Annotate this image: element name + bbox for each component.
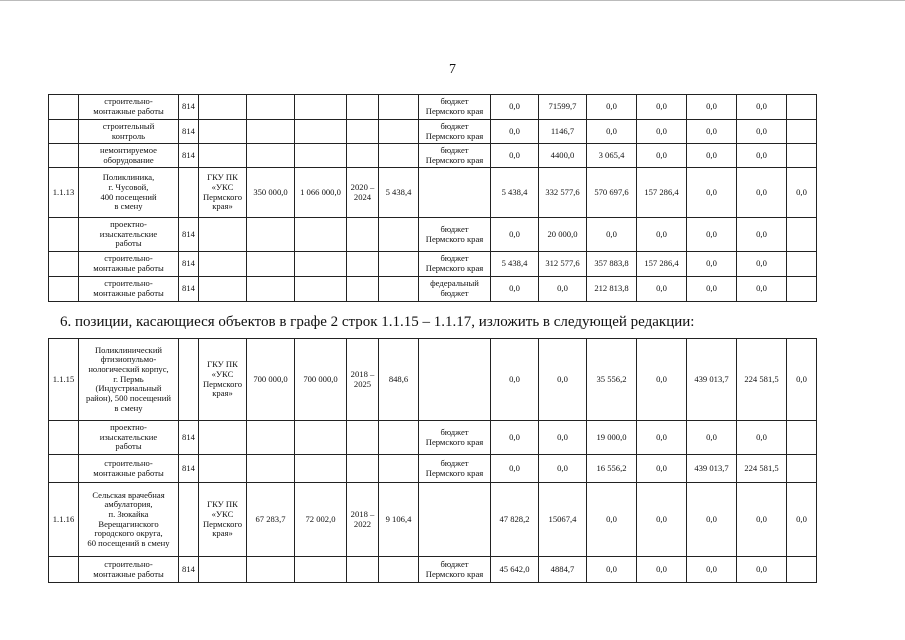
table-cell: 35 556,2 xyxy=(587,339,637,421)
table-cell: 19 000,0 xyxy=(587,421,637,455)
table-cell: 0,0 xyxy=(539,455,587,483)
table-cell: 0,0 xyxy=(737,95,787,120)
table-cell: 2020 – 2024 xyxy=(347,168,379,218)
table-cell: 332 577,6 xyxy=(539,168,587,218)
table-row xyxy=(49,277,817,302)
table-cell: проектно- изыскательские работы xyxy=(79,421,179,455)
table-cell: 357 883,8 xyxy=(587,252,637,277)
table-cell: 0,0 xyxy=(491,277,539,302)
table-cell xyxy=(49,252,79,277)
table-cell: 312 577,6 xyxy=(539,252,587,277)
table-cell xyxy=(419,483,491,557)
table-cell: Поликлиника, г. Чусовой, 400 посещений в смену xyxy=(79,168,179,218)
table-cell xyxy=(49,95,79,120)
table-cell: 0,0 xyxy=(737,421,787,455)
table-cell: 0,0 xyxy=(687,277,737,302)
table-cell xyxy=(199,144,247,168)
table-cell: проектно- изыскательские работы xyxy=(79,218,179,252)
table-cell: 439 013,7 xyxy=(687,455,737,483)
table-cell xyxy=(379,455,419,483)
table-cell xyxy=(199,455,247,483)
table-cell: 814 xyxy=(179,557,199,583)
table-cell xyxy=(49,421,79,455)
table-cell: ГКУ ПК «УКС Пермского края» xyxy=(199,339,247,421)
table-cell: 9 106,4 xyxy=(379,483,419,557)
table-cell xyxy=(787,252,817,277)
table-row xyxy=(49,421,817,455)
table-cell: 0,0 xyxy=(787,168,817,218)
table-cell: бюджет Пермского края xyxy=(419,455,491,483)
table-cell: 814 xyxy=(179,218,199,252)
table-cell xyxy=(379,144,419,168)
table-cell xyxy=(347,421,379,455)
table-cell: 2018 – 2022 xyxy=(347,483,379,557)
table-cell: 700 000,0 xyxy=(295,339,347,421)
table-cell xyxy=(199,252,247,277)
table-cell: 1.1.15 xyxy=(49,339,79,421)
table-cell xyxy=(49,144,79,168)
table-cell xyxy=(199,277,247,302)
table-cell xyxy=(347,557,379,583)
table-cell xyxy=(49,277,79,302)
table-cell xyxy=(419,168,491,218)
table-cell: бюджет Пермского края xyxy=(419,557,491,583)
table-cell: 0,0 xyxy=(539,421,587,455)
table-cell xyxy=(787,277,817,302)
table-cell: 848,6 xyxy=(379,339,419,421)
table-cell xyxy=(49,120,79,144)
table-cell: 0,0 xyxy=(491,95,539,120)
table-cell: строительно- монтажные работы xyxy=(79,95,179,120)
table-cell: 814 xyxy=(179,421,199,455)
table-cell: 0,0 xyxy=(737,120,787,144)
table-cell: 814 xyxy=(179,144,199,168)
table-row xyxy=(49,120,817,144)
table-row xyxy=(49,144,817,168)
table-cell: 1.1.16 xyxy=(49,483,79,557)
table-cell xyxy=(295,120,347,144)
table-cell: 0,0 xyxy=(687,421,737,455)
table-cell: бюджет Пермского края xyxy=(419,144,491,168)
table-cell: 0,0 xyxy=(637,483,687,557)
table-cell: 0,0 xyxy=(637,218,687,252)
table-cell xyxy=(247,421,295,455)
table-cell: 5 438,4 xyxy=(491,252,539,277)
budget-table-2 xyxy=(48,338,817,583)
table-cell: 0,0 xyxy=(637,557,687,583)
table-cell xyxy=(787,95,817,120)
table-cell: 0,0 xyxy=(737,252,787,277)
table-cell: 814 xyxy=(179,120,199,144)
table-cell xyxy=(379,95,419,120)
table-cell: 0,0 xyxy=(687,120,737,144)
table-cell: 3 065,4 xyxy=(587,144,637,168)
table-cell: Поликлинический фтизиопульмо- нологический корпус, г. Пермь (Индустриальный район), 500 посещений в смену xyxy=(79,339,179,421)
table-cell xyxy=(199,218,247,252)
table-cell: 0,0 xyxy=(637,277,687,302)
table-cell: 71599,7 xyxy=(539,95,587,120)
table-cell: строительный контроль xyxy=(79,120,179,144)
table-cell: 0,0 xyxy=(491,218,539,252)
table-cell: 0,0 xyxy=(587,95,637,120)
table-cell xyxy=(379,421,419,455)
table-cell: 0,0 xyxy=(637,95,687,120)
table-cell xyxy=(199,421,247,455)
table-cell xyxy=(787,120,817,144)
table-cell: 157 286,4 xyxy=(637,252,687,277)
table-cell: 4884,7 xyxy=(539,557,587,583)
budget-table-1 xyxy=(48,94,817,302)
table-cell xyxy=(295,95,347,120)
table-cell: 16 556,2 xyxy=(587,455,637,483)
table-cell xyxy=(379,277,419,302)
table-cell: 212 813,8 xyxy=(587,277,637,302)
table-row xyxy=(49,557,817,583)
table-cell xyxy=(49,218,79,252)
table-cell: бюджет Пермского края xyxy=(419,421,491,455)
table-cell: строительно- монтажные работы xyxy=(79,557,179,583)
table-cell xyxy=(179,483,199,557)
table-cell: 157 286,4 xyxy=(637,168,687,218)
table-row xyxy=(49,455,817,483)
page-number: 7 xyxy=(449,62,456,77)
table-cell xyxy=(787,421,817,455)
table-cell: 0,0 xyxy=(737,218,787,252)
table-cell: 0,0 xyxy=(737,144,787,168)
table-cell xyxy=(199,95,247,120)
table-cell xyxy=(347,455,379,483)
table-cell xyxy=(347,144,379,168)
table-cell: 0,0 xyxy=(587,557,637,583)
table-cell: 0,0 xyxy=(737,168,787,218)
table-cell xyxy=(179,339,199,421)
table-cell: 0,0 xyxy=(491,144,539,168)
table-cell: ГКУ ПК «УКС Пермского края» xyxy=(199,483,247,557)
table-cell: бюджет Пермского края xyxy=(419,95,491,120)
table-row xyxy=(49,95,817,120)
section-heading: 6. позиции, касающиеся объектов в графе 2 строк 1.1.15 – 1.1.17, изложить в следующей редакции: xyxy=(60,314,695,330)
table-cell: Сельская врачебная амбулатория, п. Зюкайка Верещагинского городского округа, 60 посещений в смену xyxy=(79,483,179,557)
table-cell: 1146,7 xyxy=(539,120,587,144)
table-cell: строительно- монтажные работы xyxy=(79,277,179,302)
table-cell: 0,0 xyxy=(787,339,817,421)
table-cell xyxy=(199,120,247,144)
table-cell: 1.1.13 xyxy=(49,168,79,218)
table-cell: 224 581,5 xyxy=(737,339,787,421)
table-cell: 0,0 xyxy=(687,483,737,557)
table-row xyxy=(49,168,817,218)
table-cell: 0,0 xyxy=(587,218,637,252)
table-row xyxy=(49,483,817,557)
table-cell: 0,0 xyxy=(637,455,687,483)
table-cell: 4400,0 xyxy=(539,144,587,168)
table-cell: 47 828,2 xyxy=(491,483,539,557)
table-cell xyxy=(347,218,379,252)
table-cell: 814 xyxy=(179,455,199,483)
table-cell: 439 013,7 xyxy=(687,339,737,421)
table-cell: 0,0 xyxy=(637,144,687,168)
table-cell: 0,0 xyxy=(737,277,787,302)
table-cell: 0,0 xyxy=(737,483,787,557)
table-cell: бюджет Пермского края xyxy=(419,218,491,252)
table-cell: 67 283,7 xyxy=(247,483,295,557)
table-cell xyxy=(347,95,379,120)
table-cell: 814 xyxy=(179,252,199,277)
table-cell: 570 697,6 xyxy=(587,168,637,218)
table-cell: строительно- монтажные работы xyxy=(79,252,179,277)
table-cell: ГКУ ПК «УКС Пермского края» xyxy=(199,168,247,218)
table-cell: 0,0 xyxy=(491,455,539,483)
table-cell: 224 581,5 xyxy=(737,455,787,483)
table-cell xyxy=(347,277,379,302)
table-cell: 1 066 000,0 xyxy=(295,168,347,218)
table-cell: 814 xyxy=(179,95,199,120)
table-cell xyxy=(347,252,379,277)
table-cell: 0,0 xyxy=(687,252,737,277)
table-cell: 0,0 xyxy=(687,168,737,218)
table-cell xyxy=(379,120,419,144)
table-cell xyxy=(379,218,419,252)
table-cell: 814 xyxy=(179,277,199,302)
table-cell: 0,0 xyxy=(587,120,637,144)
table-cell: немонтируемое оборудование xyxy=(79,144,179,168)
table-cell: 0,0 xyxy=(637,120,687,144)
table-cell: 2018 – 2025 xyxy=(347,339,379,421)
table-cell: федеральный бюджет xyxy=(419,277,491,302)
table-cell xyxy=(49,557,79,583)
table-cell: 0,0 xyxy=(539,277,587,302)
table-cell xyxy=(787,218,817,252)
table-cell xyxy=(247,120,295,144)
table-cell xyxy=(787,455,817,483)
table-cell xyxy=(295,557,347,583)
scan-edge xyxy=(0,0,905,1)
table-cell xyxy=(247,218,295,252)
table-cell: 45 642,0 xyxy=(491,557,539,583)
table-cell: 0,0 xyxy=(687,144,737,168)
table-cell: 0,0 xyxy=(687,218,737,252)
table-cell xyxy=(247,144,295,168)
table-cell xyxy=(295,144,347,168)
table-cell: 0,0 xyxy=(737,557,787,583)
table-cell: 0,0 xyxy=(687,95,737,120)
table-cell xyxy=(247,277,295,302)
table-cell xyxy=(295,252,347,277)
table-cell: 0,0 xyxy=(787,483,817,557)
table-cell xyxy=(419,339,491,421)
table-cell: 20 000,0 xyxy=(539,218,587,252)
table-cell: 0,0 xyxy=(587,483,637,557)
table-cell: 350 000,0 xyxy=(247,168,295,218)
table-cell: 5 438,4 xyxy=(379,168,419,218)
table-cell xyxy=(247,557,295,583)
table-row xyxy=(49,218,817,252)
table-cell xyxy=(247,95,295,120)
table-cell: строительно- монтажные работы xyxy=(79,455,179,483)
table-cell xyxy=(379,557,419,583)
table-cell xyxy=(295,218,347,252)
table-cell: 0,0 xyxy=(491,339,539,421)
table-cell xyxy=(295,455,347,483)
table-cell: 700 000,0 xyxy=(247,339,295,421)
table-cell: 0,0 xyxy=(687,557,737,583)
table-row xyxy=(49,252,817,277)
table-cell xyxy=(379,252,419,277)
table-cell xyxy=(787,557,817,583)
table-cell: 5 438,4 xyxy=(491,168,539,218)
table-cell: 0,0 xyxy=(637,421,687,455)
table-cell: 0,0 xyxy=(491,120,539,144)
table-cell: бюджет Пермского края xyxy=(419,120,491,144)
table-cell: 0,0 xyxy=(637,339,687,421)
table-cell xyxy=(179,168,199,218)
table-cell: 0,0 xyxy=(539,339,587,421)
table-cell xyxy=(247,455,295,483)
table-cell: 0,0 xyxy=(491,421,539,455)
table-cell xyxy=(247,252,295,277)
table-cell xyxy=(49,455,79,483)
table-row xyxy=(49,339,817,421)
table-cell: бюджет Пермского края xyxy=(419,252,491,277)
table-cell xyxy=(787,144,817,168)
table-cell xyxy=(295,421,347,455)
table-cell: 15067,4 xyxy=(539,483,587,557)
table-cell: 72 002,0 xyxy=(295,483,347,557)
table-cell xyxy=(199,557,247,583)
table-cell xyxy=(295,277,347,302)
table-cell xyxy=(347,120,379,144)
